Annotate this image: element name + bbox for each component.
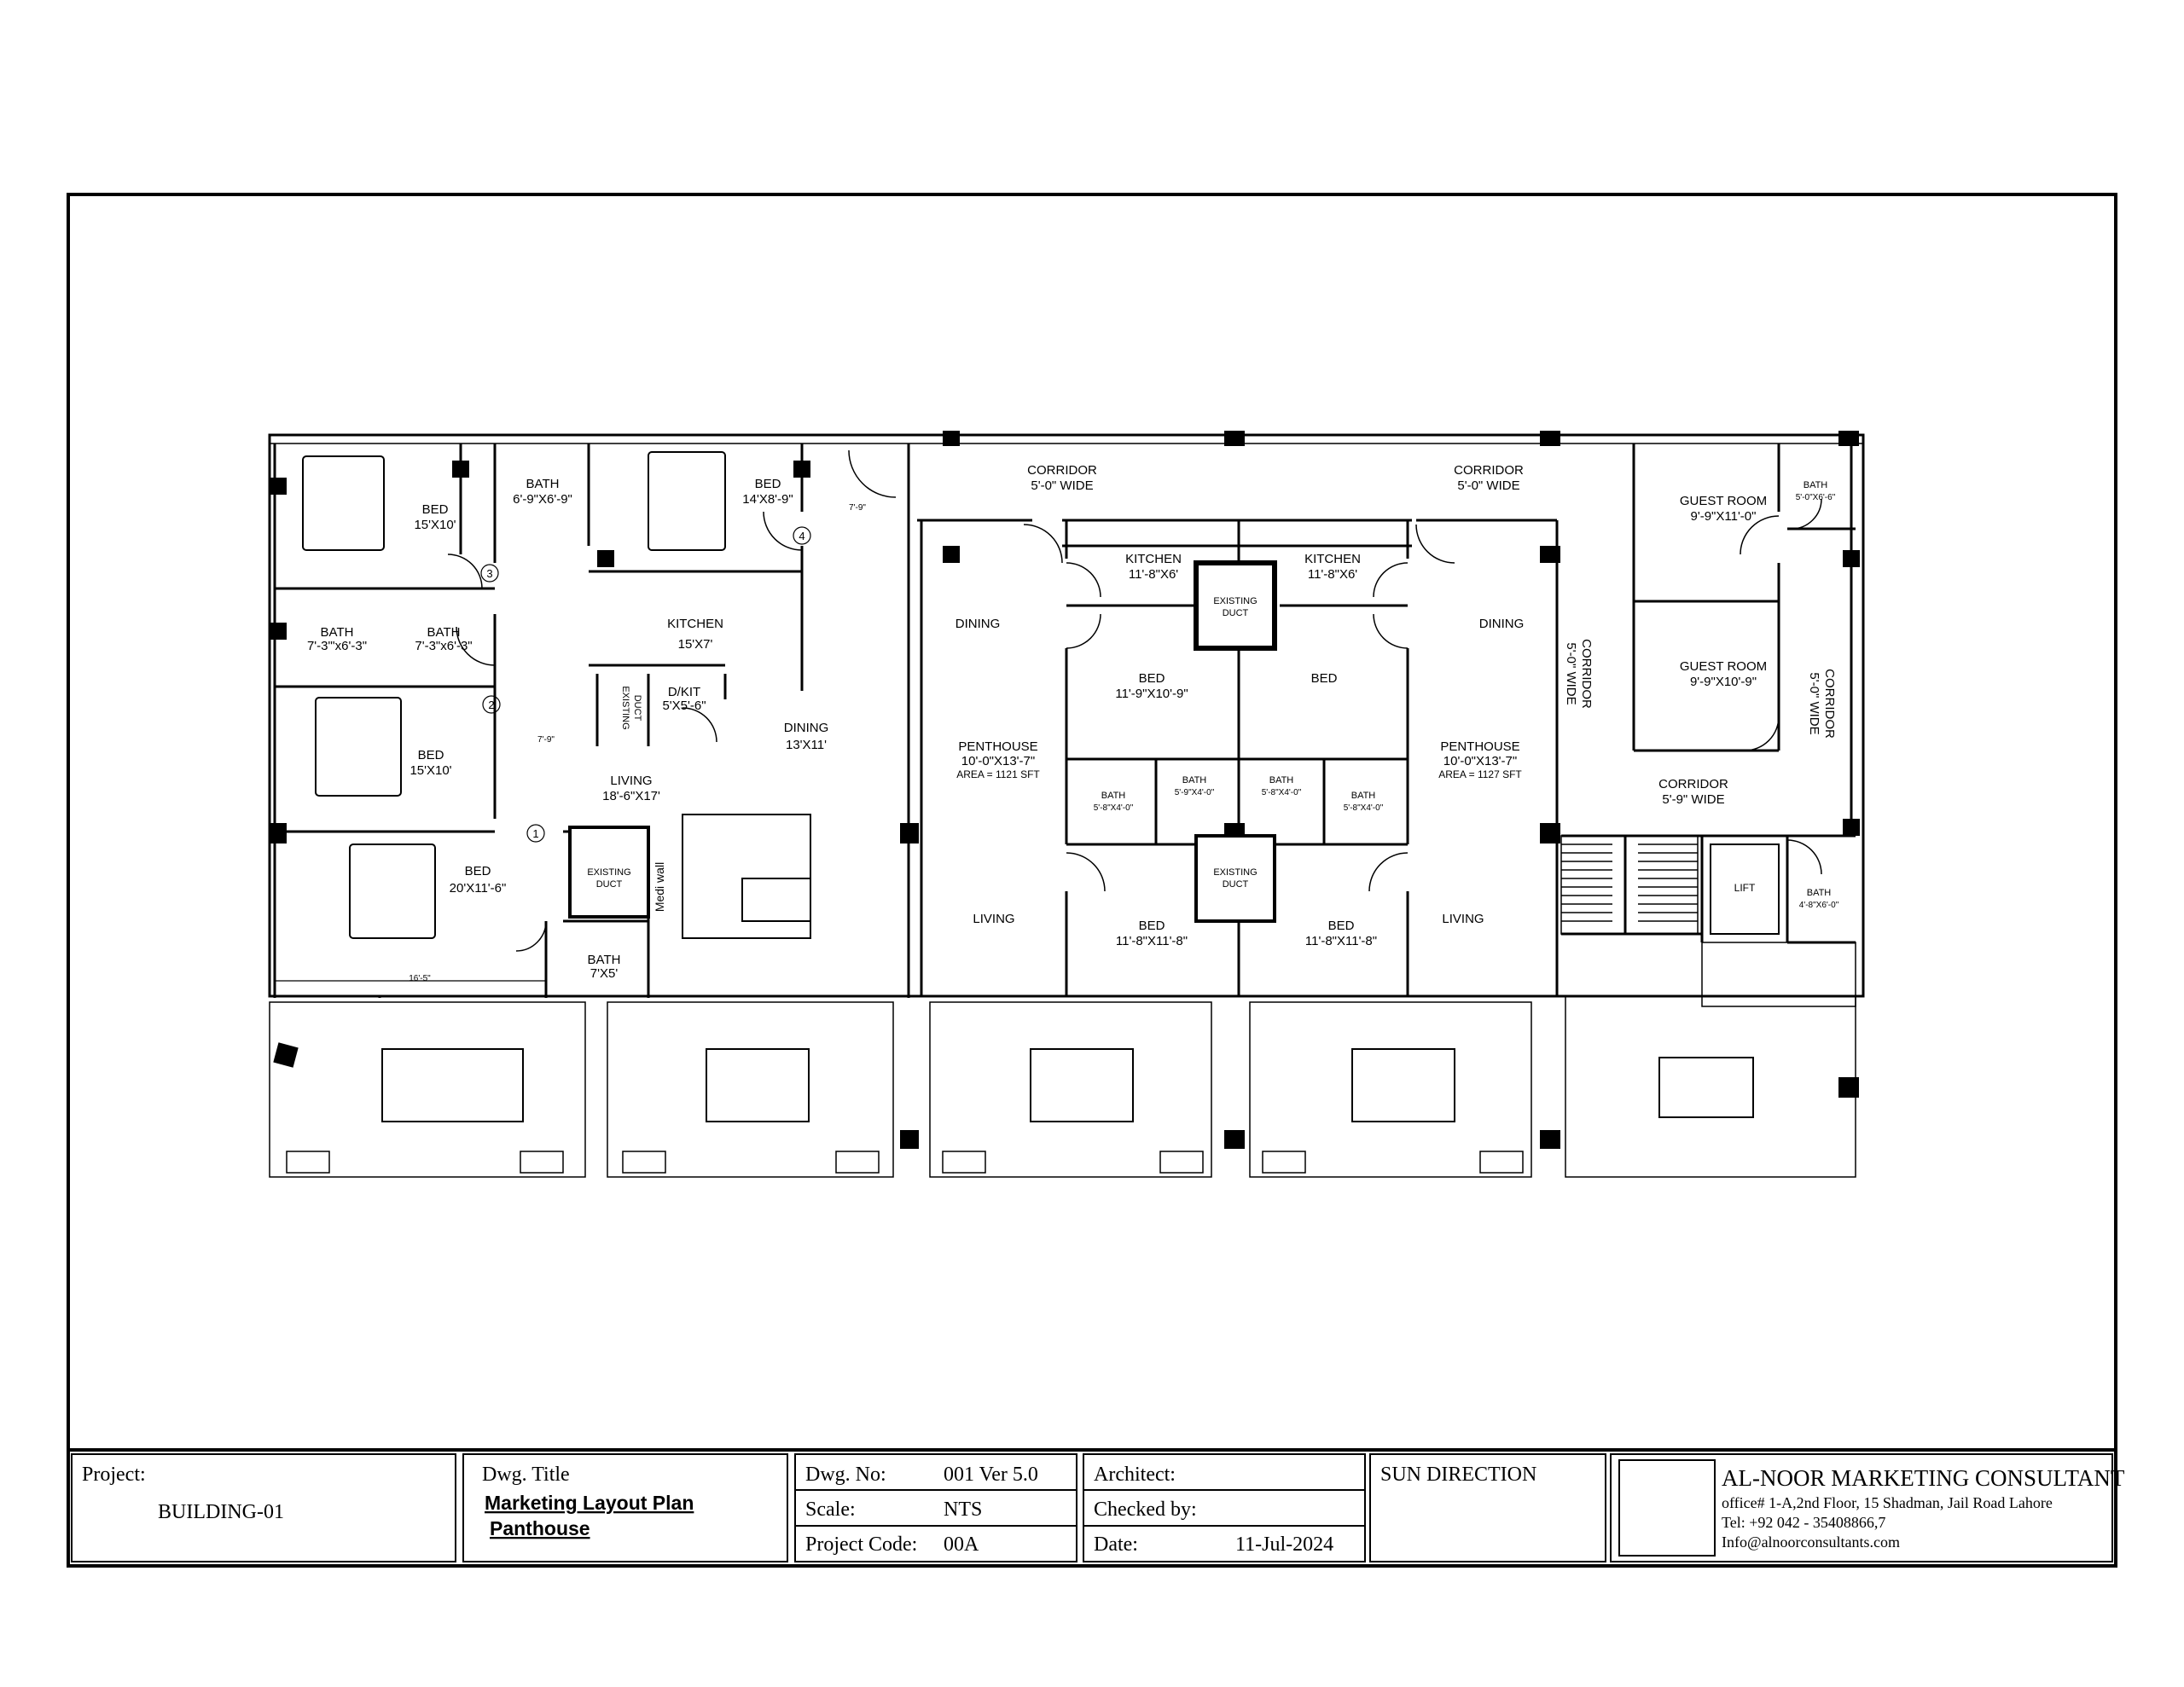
room-labels	[307, 463, 1839, 981]
room-label-corridor-3: CORRIDOR	[1658, 777, 1728, 791]
room-size-dining-1: 13'X11'	[786, 738, 827, 752]
room-label-bath-1: BATH	[526, 477, 560, 491]
room-size-dkit: 5'X5'-6"	[662, 699, 706, 713]
tb-project-value: BUILDING-01	[158, 1501, 284, 1523]
duct-left-line2: DUCT	[595, 879, 623, 890]
room-label-living-2: LIVING	[973, 912, 1015, 926]
room-label-bed-1: BED	[421, 502, 449, 517]
room-size-corridor-3: 5'-9" WIDE	[1662, 792, 1725, 807]
tb-scale-label: Scale:	[805, 1499, 856, 1521]
room-label-bath-2: BATH	[320, 625, 354, 640]
beds-furniture	[303, 452, 810, 938]
room-size-kitchen-2: 11'-8"X6'	[1128, 567, 1179, 582]
room-label-dining-1: DINING	[783, 721, 829, 735]
tb-project-code-label: Project Code:	[805, 1533, 918, 1556]
room-size-bath-10: 4'-8"X6'-0"	[1798, 901, 1839, 910]
room-label-dkit: D/KIT	[667, 685, 701, 699]
dimension-d1: 7'-9"	[849, 503, 866, 513]
tb-checked-label: Checked by:	[1094, 1499, 1197, 1521]
tb-dwg-no-label: Dwg. No:	[805, 1464, 886, 1486]
staircase	[1561, 836, 1698, 934]
room-label-dining-3: DINING	[1478, 617, 1525, 631]
room-size-bath-6: 5'-9"X4'-0"	[1174, 788, 1215, 797]
room-area-penthouse-2: AREA = 1127 SFT	[1438, 768, 1522, 780]
room-label-bath-7: BATH	[1269, 775, 1294, 786]
room-label-bath-8: BATH	[1350, 791, 1376, 801]
door-marker-1: 1	[532, 827, 539, 840]
sheet-border	[68, 194, 2116, 1566]
room-label-corridor-1: CORRIDOR	[1027, 463, 1097, 478]
tb-date-value: 11-Jul-2024	[1235, 1533, 1334, 1556]
structural-columns	[270, 431, 1860, 1149]
duct-top-line2: DUCT	[1222, 608, 1249, 618]
room-size-kitchen-1: 15'X7'	[677, 637, 713, 652]
tb-dwg-title-label: Dwg. Title	[482, 1464, 570, 1486]
room-label-dining-2: DINING	[955, 617, 1001, 631]
tb-project-label: Project:	[82, 1464, 146, 1486]
door-marker-2: 2	[488, 699, 495, 711]
corridor-b-line2: 5'-0" WIDE	[1807, 672, 1821, 735]
duct-top-line1: EXISTING	[1213, 596, 1258, 606]
room-size-bed-5: 11'-9"X10'-9"	[1115, 687, 1188, 701]
room-area-penthouse-1: AREA = 1121 SFT	[956, 768, 1040, 780]
room-size-bath-9: 5'-0"X6'-6"	[1795, 493, 1836, 502]
door-marker-3: 3	[486, 567, 493, 580]
company-logo-box	[1619, 1460, 1715, 1556]
room-label-guest-1: GUEST ROOM	[1679, 494, 1768, 508]
lift-label: LIFT	[1734, 882, 1756, 894]
room-size-bed-1: 15'X10'	[414, 518, 456, 532]
room-label-kitchen-1: KITCHEN	[667, 617, 723, 631]
room-label-corridor-2: CORRIDOR	[1454, 463, 1524, 478]
room-size-bath-5: 5'-8"X4'-0"	[1093, 803, 1134, 813]
room-size-penthouse-1: 10'-0"X13'-7"	[961, 754, 1036, 768]
room-label-bed-2: BED	[754, 477, 781, 491]
tb-scale-value: NTS	[944, 1499, 983, 1521]
tb-company-name: AL-NOOR MARKETING CONSULTANT	[1722, 1465, 2125, 1491]
room-label-bath-4: BATH	[587, 953, 621, 967]
room-size-guest-1: 9'-9"X11'-0"	[1690, 509, 1757, 524]
room-size-bath-2: 7'-3"'x6'-3"	[306, 639, 368, 653]
corridor-a-line2: 5'-0" WIDE	[1564, 642, 1578, 705]
room-label-kitchen-3: KITCHEN	[1304, 552, 1361, 566]
room-size-bath-4: 7'X5'	[590, 966, 619, 981]
duct-mid-line1: EXISTING	[1213, 867, 1258, 878]
tb-date-label: Date:	[1094, 1533, 1138, 1556]
room-label-bed-4: BED	[464, 864, 491, 878]
room-label-guest-2: GUEST ROOM	[1679, 659, 1768, 674]
room-label-bath-3: BATH	[427, 625, 461, 640]
room-label-bed-8: BED	[1327, 919, 1355, 933]
existing-duct-v-line2: DUCT	[632, 694, 642, 722]
room-size-bed-7: 11'-8"X11'-8"	[1115, 934, 1188, 948]
tb-dwg-title-line2: Panthouse	[490, 1517, 590, 1539]
tb-project-code-value: 00A	[944, 1533, 979, 1556]
room-label-living-1: LIVING	[610, 774, 653, 788]
room-size-bath-1: 6'-9"X6'-9"	[513, 492, 572, 507]
door-marker-4: 4	[799, 530, 805, 542]
room-size-bed-4: 20'X11'-6"	[449, 881, 507, 896]
room-label-kitchen-2: KITCHEN	[1125, 552, 1182, 566]
medi-wall-label: Medi wall	[653, 861, 666, 913]
room-label-bed-3: BED	[417, 748, 444, 762]
tb-company-tel: Tel: +92 042 - 35408866,7	[1722, 1514, 1886, 1531]
room-size-corridor-1: 5'-0" WIDE	[1031, 478, 1094, 493]
room-size-guest-2: 9'-9"X10'-9"	[1689, 675, 1757, 689]
room-label-bath-6: BATH	[1182, 775, 1207, 786]
dimension-d3: 16'-5"	[409, 974, 431, 983]
room-label-bed-6: BED	[1310, 671, 1338, 686]
room-size-kitchen-3: 11'-8"X6'	[1307, 567, 1358, 582]
tb-architect-label: Architect:	[1094, 1464, 1176, 1486]
room-size-bath-7: 5'-8"X4'-0"	[1261, 788, 1302, 797]
room-size-bed-8: 11'-8"X11'-8"	[1304, 934, 1378, 948]
room-label-bath-5: BATH	[1101, 791, 1126, 801]
room-size-bed-2: 14'X8'-9"	[742, 492, 793, 507]
tb-dwg-title-line1: Marketing Layout Plan	[485, 1492, 694, 1514]
room-size-bath-8: 5'-8"X4'-0"	[1343, 803, 1384, 813]
tb-sun-label: SUN DIRECTION	[1380, 1464, 1537, 1486]
duct-mid-line2: DUCT	[1222, 879, 1249, 890]
existing-duct-v-line1: EXISTING	[620, 686, 630, 730]
dimension-d2: 7'-9"	[537, 735, 555, 745]
room-label-penthouse-2: PENTHOUSE	[1440, 739, 1520, 754]
floor-plan	[270, 431, 1863, 1177]
room-size-bed-3: 15'X10'	[410, 763, 452, 778]
room-size-bath-3: 7'-3"x6'-3"	[415, 639, 473, 653]
corridor-a-line1: CORRIDOR	[1579, 639, 1594, 709]
corridor-b-line1: CORRIDOR	[1822, 669, 1837, 739]
room-label-bath-9: BATH	[1803, 480, 1828, 490]
duct-left-line1: EXISTING	[587, 867, 631, 878]
title-block	[72, 1454, 2125, 1562]
room-label-bed-5: BED	[1138, 671, 1165, 686]
room-size-living-1: 18'-6"X17'	[602, 789, 660, 803]
room-size-penthouse-2: 10'-0"X13'-7"	[1443, 754, 1518, 768]
tb-company-email: Info@alnoorconsultants.com	[1722, 1533, 1901, 1551]
room-label-penthouse-1: PENTHOUSE	[958, 739, 1038, 754]
tb-company-address: office# 1-A,2nd Floor, 15 Shadman, Jail Road Lahore	[1722, 1494, 2053, 1511]
balconies	[270, 942, 1856, 1177]
room-label-living-3: LIVING	[1442, 912, 1484, 926]
tb-dwg-no-value: 001 Ver 5.0	[944, 1464, 1038, 1486]
room-size-corridor-2: 5'-0" WIDE	[1457, 478, 1520, 493]
room-label-bed-7: BED	[1138, 919, 1165, 933]
room-label-bath-10: BATH	[1806, 888, 1832, 898]
